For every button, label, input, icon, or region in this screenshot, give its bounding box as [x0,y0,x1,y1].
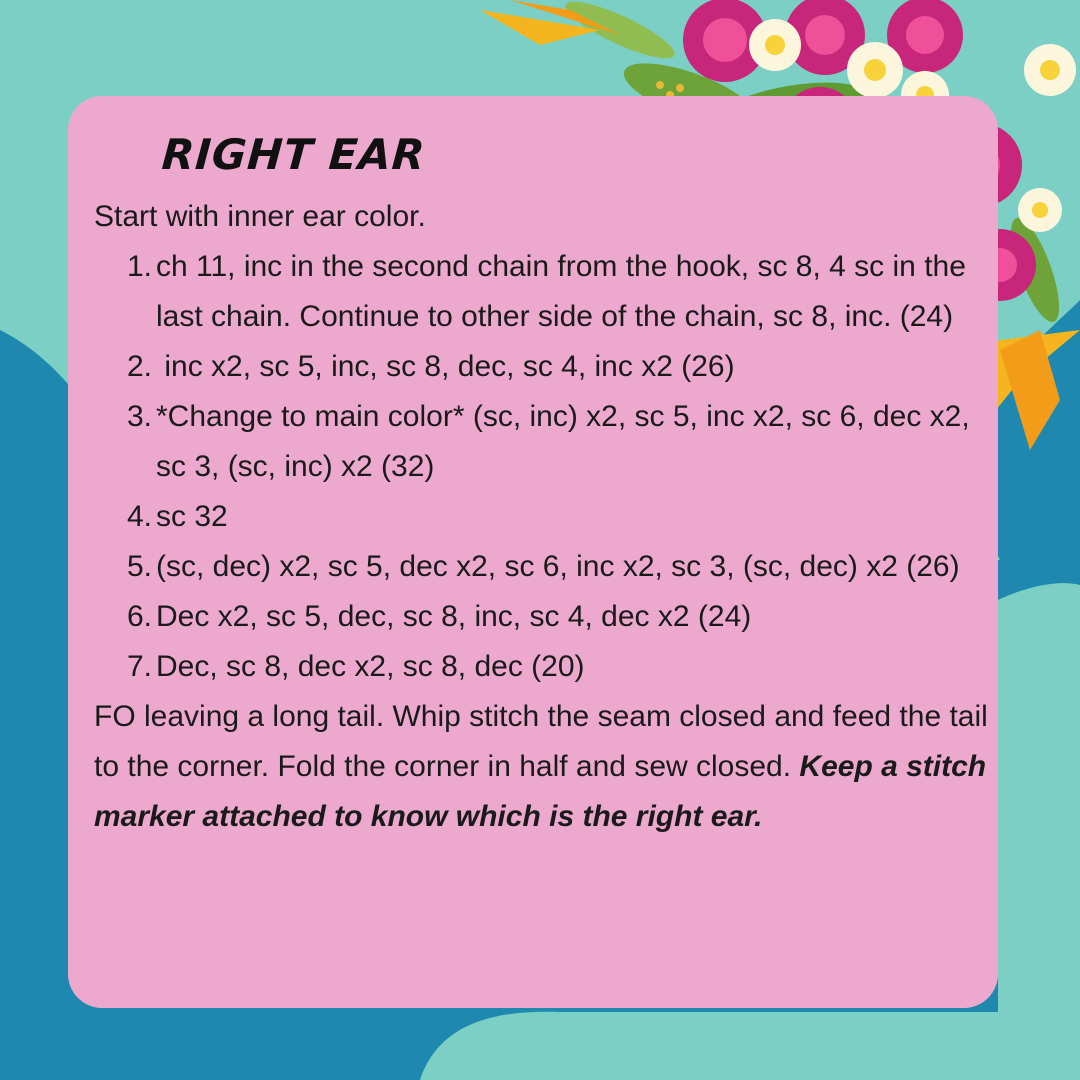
list-item [94,242,994,342]
finishing-instructions: FO leaving a long tail. Whip stitch the seam closed and feed the tail to the corner. Fold the corner in half and sew closed. [94,700,988,783]
emphasis-note: Keep a stitch marker attached to know which is the right ear. [94,750,987,833]
list-item [94,392,994,492]
row-text: Dec, sc 8, dec x2, sc 8, dec (20) [156,650,585,683]
finishing-text [94,692,994,842]
list-item [94,342,994,392]
list-item [94,642,994,692]
intro-text: Start with inner ear color. [94,200,426,233]
list-item [94,592,994,642]
row-number: 2. [126,350,152,383]
instruction-card [68,96,998,1008]
row-list [94,242,994,692]
row-text: (sc, dec) x2, sc 5, dec x2, sc 6, inc x2, sc 3, (sc, dec) x2 (26) [156,550,960,583]
row-number: 6. [126,600,152,633]
list-item [94,542,994,592]
row-number: 4. [126,500,152,533]
row-text: sc 32 [156,500,228,533]
row-number: 3. [126,400,152,433]
row-number: 1. [126,250,152,283]
page-title: RIGHT EAR [160,130,428,179]
row-number: 5. [126,550,152,583]
row-text: inc x2, sc 5, inc, sc 8, dec, sc 4, inc x2 (26) [156,350,735,383]
pattern-body [94,192,994,842]
row-number: 7. [126,650,152,683]
list-item [94,492,994,542]
row-text: Dec x2, sc 5, dec, sc 8, inc, sc 4, dec x2 (24) [156,600,752,633]
row-text: *Change to main color* (sc, inc) x2, sc 5, inc x2, sc 6, dec x2, sc 3, (sc, inc) x2 (32) [156,400,970,483]
row-text: ch 11, inc in the second chain from the hook, sc 8, 4 sc in the last chain. Continue to other side of the chain, sc 8, inc. (24) [156,250,966,333]
